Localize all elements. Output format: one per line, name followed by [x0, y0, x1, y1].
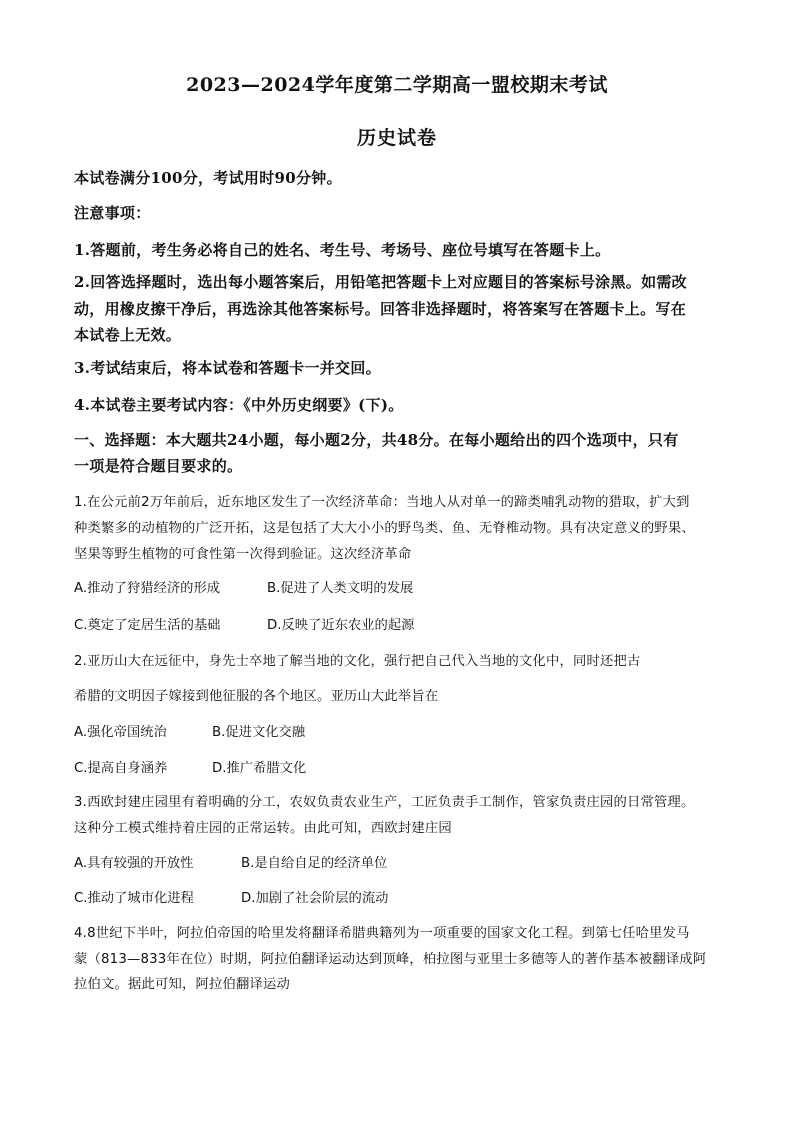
question-1-options-row-2	[74, 614, 724, 638]
question-3-option-a: A.具有较强的开放性	[74, 856, 194, 871]
question-2-options-row-1	[74, 721, 724, 745]
question-3-option-c: C.推动了城市化进程	[74, 891, 194, 906]
question-2-option-b: B.促进文化交融	[212, 725, 306, 740]
question-2-line-1: 2.亚历山大在远征中，身先士卒地了解当地的文化，强行把自己代入当地的文化中，同时还把古	[74, 654, 641, 669]
notice-item-2-line-1: 2.回答选择题时，选出每小题答案后，用铅笔把答题卡上对应题目的答案标号涂黑。如需改	[74, 273, 687, 291]
question-3-line-2: 这种分工模式维持着庄园的正常运转。由此可知，西欧封建庄园	[74, 821, 452, 836]
section-heading-line-1: 一、选择题：本大题共24小题，每小题2分，共48分。在每小题给出的四个选项中，只有	[74, 431, 679, 449]
question-1-option-a: A.推动了狩猎经济的形成	[74, 581, 221, 596]
question-2-option-a: A.强化帝国统治	[74, 725, 167, 740]
question-3-options-row-1	[74, 852, 724, 876]
question-1-option-b: B.促进了人类文明的发展	[267, 581, 414, 596]
notice-item-2-line-3: 本试卷上无效。	[74, 326, 182, 344]
notice-item-3: 3.考试结束后，将本试卷和答题卡一并交回。	[74, 359, 381, 377]
question-4-line-2: 蒙（813—833年在位）时期，阿拉伯翻译运动达到顶峰，柏拉图与亚里士多德等人的著作基本被翻译成阿	[74, 952, 707, 967]
notice-item-2-line-2: 动，用橡皮擦干净后，再选涂其他答案标号。回答非选择题时，将答案写在答题卡上。写在	[74, 300, 687, 318]
question-3-line-1: 3.西欧封建庄园里有着明确的分工，农奴负责农业生产，工匠负责手工制作，管家负责庄园的日常管理。	[74, 795, 695, 810]
question-1-options-row-1	[74, 577, 724, 601]
question-2-option-c: C.提高自身涵养	[74, 761, 168, 776]
notice-heading: 注意事项：	[74, 204, 151, 222]
question-2-option-d: D.推广希腊文化	[212, 761, 307, 776]
question-1-option-d: D.反映了近东农业的起源	[267, 618, 415, 633]
notice-item-1: 1.答题前，考生务必将自己的姓名、考生号、考场号、座位号填写在答题卡上。	[74, 241, 611, 259]
question-3-option-b: B.是自给自足的经济单位	[241, 856, 388, 871]
question-4-line-3: 拉伯文。据此可知，阿拉伯翻译运动	[74, 977, 290, 992]
question-2-line-2: 希腊的文明因子嫁接到他征服的各个地区。亚历山大此举旨在	[74, 689, 439, 704]
question-1-option-c: C.奠定了定居生活的基础	[74, 618, 221, 633]
question-1-line-3: 坚果等野生植物的可食性第一次得到验证。这次经济革命	[74, 547, 412, 562]
question-1-line-2: 种类繁多的动植物的广泛开拓，这是包括了大大小小的野鸟类、鱼、无脊椎动物。具有决定意义的野果、	[74, 521, 695, 536]
question-3-options-row-2	[74, 887, 724, 911]
question-1-line-1: 1.在公元前2万年前后，近东地区发生了一次经济革命：当地人从对单一的蹄类哺乳动物的猎取，扩大到	[74, 495, 690, 510]
notice-item-4: 4.本试卷主要考试内容：《中外历史纲要》(下)。	[74, 396, 404, 414]
question-2-options-row-2	[74, 757, 724, 781]
question-3-option-d: D.加剧了社会阶层的流动	[241, 891, 389, 906]
section-heading-line-2: 一项是符合题目要求的。	[74, 457, 243, 475]
exam-title: 2023—2024学年度第二学期高一盟校期末考试	[186, 74, 608, 96]
score-info: 本试卷满分100分，考试用时90分钟。	[74, 169, 342, 187]
question-4-line-1: 4.8世纪下半叶，阿拉伯帝国的哈里发将翻译希腊典籍列为一项重要的国家文化工程。到第七任哈里发马	[74, 926, 690, 941]
exam-subject-title: 历史试卷	[356, 127, 437, 149]
